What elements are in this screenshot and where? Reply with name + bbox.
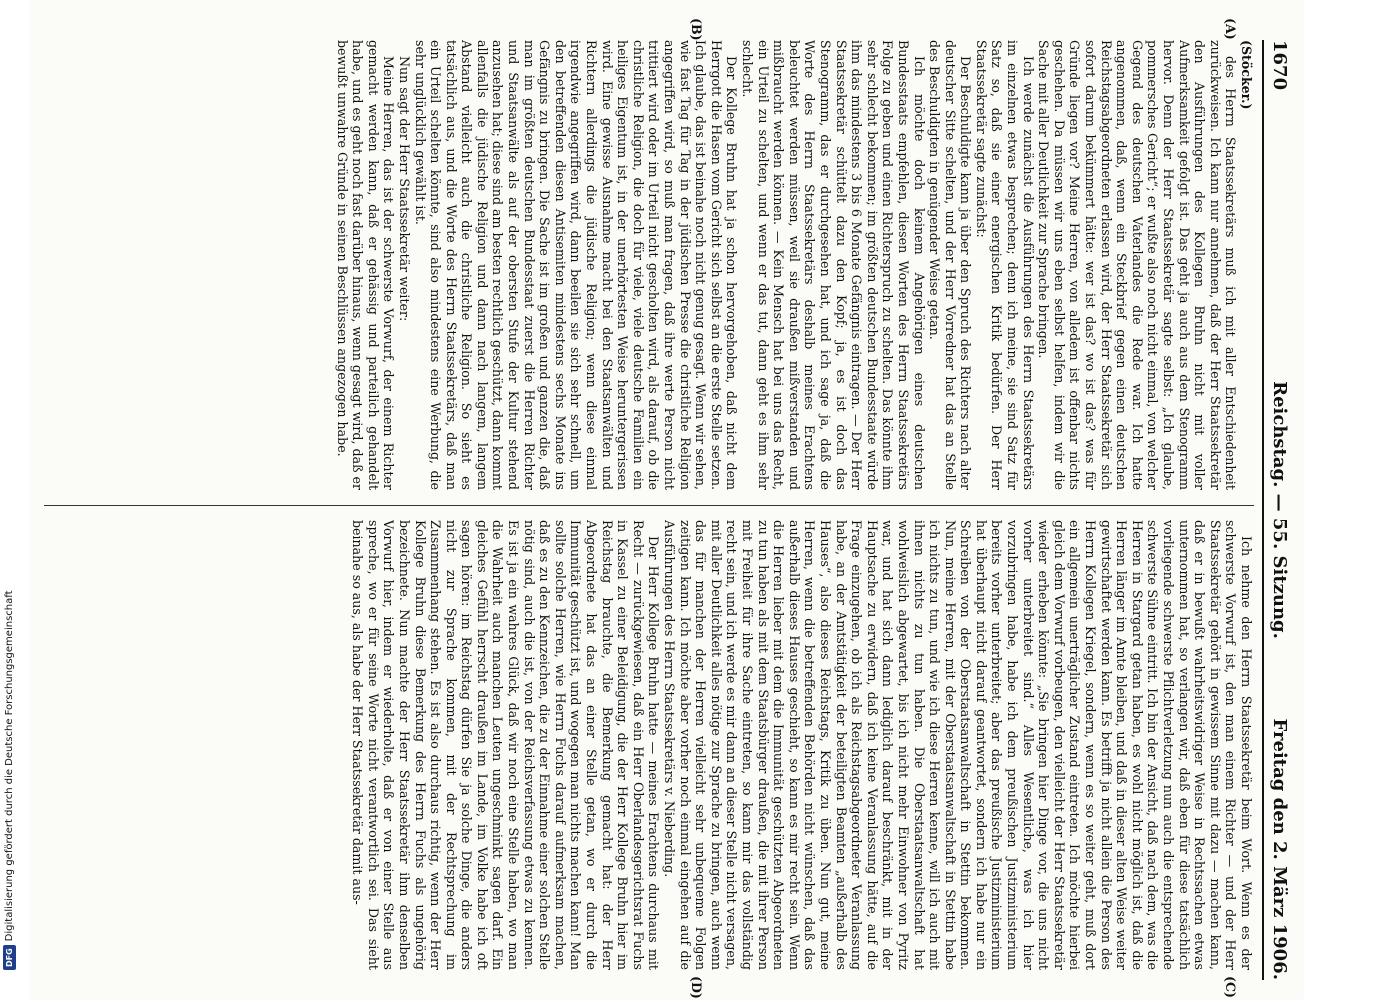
page-date: Freitag den 2. März 1906. — [1269, 718, 1290, 980]
page-number: 1670 — [1269, 40, 1290, 91]
paragraph: Ich werde zunächst die Ausführungen des Herrn Staatssekretärs im einzelnen etwas besprechen; denn ich meine, sie sind Satz für Satz so, daß sie einer energischen Kritik bedürfen. Der Herr Staatssekretär sagte zunächst: — [973, 40, 1036, 490]
paragraph: Nun sagt der Herr Staatssekretär weiter: — [396, 56, 412, 322]
dfg-logo: DFG — [3, 945, 16, 970]
paragraph: Ich nehme den Herrn Staatssekretär beim Wort. Wenn es der schwerste Vorwurf ist, den man einem Richter — und der Herr Staatssekretär gehört in gewissem Sinne mit dazu — machen kann, daß er in bewußt wahrheitswidriger Weise in Rechtssachen etwas unternommen hat, so verlangen wir, daß eben für diese tatsächlich vorliegende schwerste Pflichtverletzung nun auch die entsprechende schwerste Sühne eintritt. Ich bin der Ansicht, daß nach dem, was die Herren in Stargard getan haben, es wohl nicht möglich ist, daß die Herren länger im Amte bleiben, und daß in dieser alten Weise weiter gewirtschaftet werden kann. Es betrifft ja nicht allein die Person des Herrn Kollegen Kriegel, sondern, wenn es so weiter geht, muß dort ein allgemein unerträglicher Zustand eintreten. Ich möchte hierbei gleich dem Vorwurf vorbeugen, den vielleicht der Herr Staatssekretär wieder erheben könnte: „Sie bringen hier Dinge vor, die uns nicht vorher unterbreitet sind.“ Alles Wesentliche, was ich hier vorzubringen habe, habe ich dem preußischen Justizministerium bereits vorher unterbreitet; aber das preußische Justizministerium hat überhaupt nicht darauf geantwortet, sondern ich habe nur ein Schreiben von der Oberstaatsanwaltschaft in Stettin bekommen. Nun, meine Herren, mit der Oberstaatsanwaltschaft in Stettin habe ich nichts zu tun, und wie ich diese Herren kenne, will ich auch mit ihnen nichts zu tun haben. Die Oberstaatsanwaltschaft hat wohlweislich abgewartet, bis ich nicht mehr Einwohner von Pyritz war, und hat sich dann lediglich darauf beschränkt, mit in der Hauptsache zu erwidern, daß ich keine Veranlassung hätte, auf die Frage einzugehen, ob ich als Reichstagsabgeordneter Veranlassung habe, an der Amtstätigkeit der beteiligten Beamten „außerhalb des Hauses“, also dieses Reichstags, Kritik zu üben. Nun gut, meine Herren, wenn die betreffenden Behörden nicht wünschen, daß das außerhalb dieses Hauses geschieht, so kann es mir recht sein. Wenn die Herren lieber mit dem die Immunität geschützten Abgeordneten zu tun haben als mit dem Staatsbürger draußen, die mit ihrer Person mit Freiheit für ihre Sache eintreten, so kann mir das vollständig recht sein, und ich werde es mir dann an dieser Stelle nicht versagen, mit aller Deutlichkeit alles nötige zur Sprache zu bringen, auch wenn das für manchen der Herren vielleicht sehr unbequeme Folgen zeitigen kann. Ich möchte aber vorher noch einmal eingehen auf die Ausführungen des Herrn Staatssekretärs v. Nieberding. — [662, 520, 1254, 970]
right-column — [44, 520, 1254, 970]
quote-paragraph: Der Beschuldigte kann ja über den Spruch des Richters nach alter deutscher Sitte schelten, und der Herr Vorredner hat das an Stelle des Beschuldigten in genügender Weise getan. — [927, 40, 974, 490]
page-title: Reichstag. — 55. Sitzung. — [1269, 381, 1290, 639]
quote-paragraph: Meine Herren, das ist der schwerste Vorwurf, der einem Richter gemacht werden kann, daß er gehässig und parteilich gehandelt habe, und es geht noch fast darüber hinaus, wenn gesagt wird, daß er bewußt unwahre Gründe in seinen Beschlüssen angezogen habe. — [334, 40, 397, 490]
speaker-label: (Stöcker.) — [1239, 40, 1254, 110]
margin-mark-b: (B) — [689, 18, 704, 41]
margin-mark-d: (D) — [689, 976, 704, 999]
paragraph: des Herrn Staatssekretärs muß ich mit aller Entschiedenheit zurückweisen. Ich kann nur annehmen, daß der Herr Staatssekretär den Ausführungen des Kollegen Bruhn nicht mit voller Aufmerksamkeit gefolgt ist. Das geht ja auch aus dem Stenogramm hervor. Denn der Herr Staatssekretär sagte selbst: „Ich glaube, pommersches Gericht“; er wußte also noch nicht einmal, von welcher Gegend des deutschen Vaterlandes die Rede war. Ich hatte angenommen, daß, wenn ein Steckbrief gegen einen deutschen Reichstagsabgeordneten erlassen wird, der Herr Staatssekretär sich sofort darum bekümmert hätte: wer ist das? wo ist das? was für Gründe liegen vor? Meine Herren, von alledem ist offenbar nichts geschehen. Da müssen wir uns eben selbst helfen, indem wir die Sache mit aller Deutlichkeit zur Sprache bringen. — [1036, 40, 1239, 490]
margin-mark-a: (A) — [1223, 18, 1238, 40]
credit-text: Digitalisierung gefördert durch die Deutsche Forschungsgemeinschaft — [3, 590, 15, 942]
column-divider — [44, 505, 1254, 506]
paragraph: Der Herr Kollege Bruhn hatte — meines Erachtens durchaus mit Recht — zurückgewiesen, daß ein Herr Oberlandesgerichtsrat Fuchs in Kassel zu einer Beleidigung, die der Herr Kollege Bruhn hier im Reichstag brauchte, die Bemerkung gemacht hat: der Herr Abgeordnete hat das an einer Stelle getan, wo er durch die Immunität geschützt ist, und wogegen man nichts machen kann! Man sollte solche Herren, wie Herrn Fuchs darauf aufmerksam machen, daß es zu den Kennzeichen, die zu der Einnahme einer solchen Stelle nötig sind, auch die ist, von der Reichsverfassung etwas zu kennen. Es ist ja ein wahres Glück, daß wir noch eine Stelle haben, wo man die Wahrheit auch manchen Leuten ungeschminkt sagen darf. Ein gleiches Gefühl herrscht draußen im Lande, im Volke habe ich oft sagen hören: im Reichstag dürfen Sie ja solche Dinge, die anders nicht zur Sprache kommen, mit der Rechtsprechung im Zusammenhang stehen. Es ist also durchaus richtig, wenn der Herr Kollege Bruhn diese Bemerkung des Herrn Fuchs als ungehörig bezeichnete. Nun machte der Herr Staatssekretär ihm denselben Vorwurf hier, indem er wiederholte, daß er von einer Stelle aus spreche, wo er für seine Worte nicht verantwortlich sei. Das sieht beinahe so aus, als habe der Herr Staatssekretär damit aus- — [350, 520, 662, 970]
digitization-credit — [2, 590, 16, 970]
left-column — [44, 40, 1254, 490]
page-header — [1262, 40, 1294, 980]
scanned-page — [29, 0, 1304, 1000]
margin-mark-c: (C) — [1223, 976, 1238, 998]
paragraph: Der Kollege Bruhn hat ja schon hervorgehoben, daß nicht dem Herrgott die Hasen vom Gericht sich selbst an die erste Stelle setzen. Ich glaube, das ist beinahe noch nicht genug gesagt. Wenn wir sehen, wie fast Tag für Tag in der jüdischen Presse die christliche Religion angegriffen wird, so muß man fragen, daß ihre werte Person nicht trittiert wird oder im Urteil nicht gescholten wird, als darauf, ob die christliche Religion, die doch für viele, viele deutsche Familien ein heiliges Eigentum ist, in der unerhörtesten Weise heruntergerissen wird. Eine gewisse Ausnahme macht bei den Staatsanwälten und Richtern allerdings die jüdische Religion; wenn diese einmal irgendwie angegriffen wird, dann beeilen sie sich sehr schnell, um den betreffenden diesen Antisemiten mindestens sechs Monate ins Gefängnis zu bringen. Die Sache ist im großen und ganzen die, daß man im größten deutschen Bundesstaat zuerst die Herren Richter und Staatsanwälte als auf der obersten Stufe der Kultur stehend anzusehen hat; diese sind am besten rechtlich geschützt, dann kommt allenfalls die jüdische Religion und dann nach langem, langem Abstand vielleicht auch die christliche Religion. So sieht es tatsächlich aus, und die Worte des Herrn Staatssekretärs, daß man ein Urteil schelten könnte, sind also mindestens eine Werbung, die sehr unglücklich gewählt ist. — [412, 40, 740, 490]
paragraph: Ich möchte doch keinem Angehörigen eines deutschen Bundesstaats empfehlen, diesen Worten des Herrn Staatssekretärs Folge zu geben und einen Richterspruch zu schelten. Das könnte ihm sehr schlecht bekommen; im größten deutschen Bundesstaate würde ihm das mindestens 3 bis 6 Monate Gefängnis eintragen. — Der Herr Staatssekretär schüttelt dazu den Kopf; ja, es ist doch das Stenogramm, das er durchgesehen hat, und ich sage ja, daß die Worte des Herrn Staatssekretärs deshalb meines Erachtens beleuchtet werden müssen, weil sie draußen mißverstanden und mißbraucht werden können. — Kein Mensch hat bei uns das Recht, ein Urteil zu schelten, und wenn er das tut, dann geht es ihm sehr schlecht. — [740, 40, 927, 490]
